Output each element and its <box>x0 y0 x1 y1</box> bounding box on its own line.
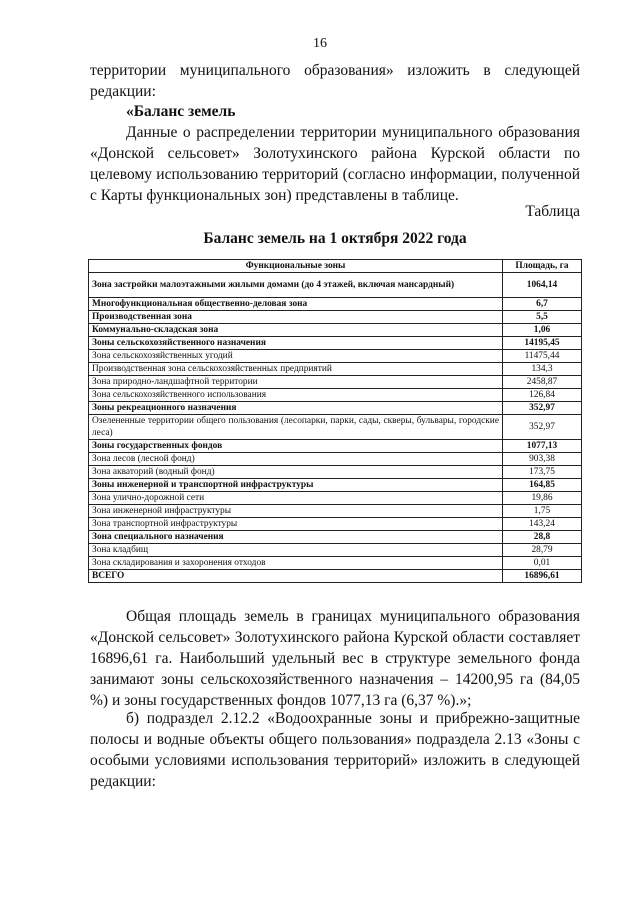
header-area: Площадь, га <box>503 260 582 273</box>
intro-paragraph: территории муниципального образования» изложить в следующей редакции: <box>90 62 580 100</box>
table-row <box>89 544 582 557</box>
header-zones: Функциональные зоны <box>89 260 503 273</box>
table-row <box>89 466 582 479</box>
table-row <box>89 505 582 518</box>
zone-cell: Зона складирования и захоронения отходов <box>89 557 503 570</box>
table-row <box>89 350 582 363</box>
table-title: Баланс земель на 1 октября 2022 года <box>203 230 467 247</box>
zone-cell: Зоны инженерной и транспортной инфраструктуры <box>89 479 503 492</box>
table-row <box>89 376 582 389</box>
table-row <box>89 518 582 531</box>
table-header-row <box>89 260 582 273</box>
zone-cell: Коммунально-складская зона <box>89 324 503 337</box>
summary-paragraph: Общая площадь земель в границах муниципального образования «Донской сельсовет» Золотухинского района Курской области составляет 16896,61 га. Наибольший удельный вес в структуре земельного фонда занимают зоны сельскохозяйственного назначения – 14200,95 га (84,05 %) и зоны государственных фондов 1077,13 га (6,37 %).»; <box>90 608 580 709</box>
zone-cell: Многофункциональная общественно-деловая зона <box>89 298 503 311</box>
table-row <box>89 273 582 298</box>
table-label: Таблица <box>525 203 580 220</box>
area-cell: 11475,44 <box>503 350 582 363</box>
area-cell: 28,8 <box>503 531 582 544</box>
table-total-row <box>89 570 582 583</box>
area-cell: 1064,14 <box>503 273 582 298</box>
area-cell: 2458,87 <box>503 376 582 389</box>
zone-cell: Зона лесов (лесной фонд) <box>89 453 503 466</box>
area-cell: 134,3 <box>503 363 582 376</box>
table-row <box>89 479 582 492</box>
table-row <box>89 298 582 311</box>
table-row <box>89 311 582 324</box>
subsection-paragraph: б) подраздел 2.12.2 «Водоохранные зоны и прибрежно-защитные полосы и водные объекты общего пользования» подраздела 2.13 «Зоны с особыми условиями использования территорий» изложить в следующей редакции: <box>90 710 580 790</box>
table-row <box>89 492 582 505</box>
zone-cell: Зона сельскохозяйственного использования <box>89 389 503 402</box>
table-row <box>89 389 582 402</box>
area-cell: 903,38 <box>503 453 582 466</box>
section-title: «Баланс земель <box>126 103 236 120</box>
area-cell: 352,97 <box>503 415 582 440</box>
area-cell: 352,97 <box>503 402 582 415</box>
table-body <box>89 273 582 583</box>
area-cell: 0,01 <box>503 557 582 570</box>
zone-cell: Зона транспортной инфраструктуры <box>89 518 503 531</box>
zone-cell: Зона специального назначения <box>89 531 503 544</box>
table-row <box>89 402 582 415</box>
table-row <box>89 531 582 544</box>
area-cell: 143,24 <box>503 518 582 531</box>
zone-cell: Зона кладбищ <box>89 544 503 557</box>
area-cell: 5,5 <box>503 311 582 324</box>
zone-cell: Зоны государственных фондов <box>89 440 503 453</box>
zone-cell: ВСЕГО <box>89 570 503 583</box>
area-cell: 1,06 <box>503 324 582 337</box>
zone-cell: Зона акваторий (водный фонд) <box>89 466 503 479</box>
table-row <box>89 324 582 337</box>
area-cell: 28,79 <box>503 544 582 557</box>
table-row <box>89 363 582 376</box>
area-cell: 1,75 <box>503 505 582 518</box>
zone-cell: Зона улично-дорожной сети <box>89 492 503 505</box>
description-paragraph: Данные о распределении территории муниципального образования «Донской сельсовет» Золотухинского района Курской области по целевому использованию территорий (согласно информации, полученной с Карты функциональных зон) представлены в таблице. <box>90 124 580 204</box>
zone-cell: Зона природно-ландшафтной территории <box>89 376 503 389</box>
zone-cell: Производственная зона <box>89 311 503 324</box>
table-row <box>89 453 582 466</box>
area-cell: 126,84 <box>503 389 582 402</box>
area-cell: 16896,61 <box>503 570 582 583</box>
zone-cell: Зоны сельскохозяйственного назначения <box>89 337 503 350</box>
table-row <box>89 440 582 453</box>
land-balance-table <box>88 259 582 583</box>
zone-cell: Зона сельскохозяйственных угодий <box>89 350 503 363</box>
zone-cell: Зоны рекреационного назначения <box>89 402 503 415</box>
zone-cell: Производственная зона сельскохозяйственных предприятий <box>89 363 503 376</box>
area-cell: 19,86 <box>503 492 582 505</box>
zone-cell: Зона застройки малоэтажными жилыми домами (до 4 этажей, включая мансардный) <box>89 273 503 298</box>
area-cell: 164,85 <box>503 479 582 492</box>
table-row <box>89 415 582 440</box>
table-row <box>89 337 582 350</box>
area-cell: 1077,13 <box>503 440 582 453</box>
zone-cell: Озелененные территории общего пользования (лесопарки, парки, сады, скверы, бульвары, городские леса) <box>89 415 503 440</box>
area-cell: 6,7 <box>503 298 582 311</box>
area-cell: 173,75 <box>503 466 582 479</box>
table-row <box>89 557 582 570</box>
zone-cell: Зона инженерной инфраструктуры <box>89 505 503 518</box>
page-number: 16 <box>313 36 327 51</box>
area-cell: 14195,45 <box>503 337 582 350</box>
